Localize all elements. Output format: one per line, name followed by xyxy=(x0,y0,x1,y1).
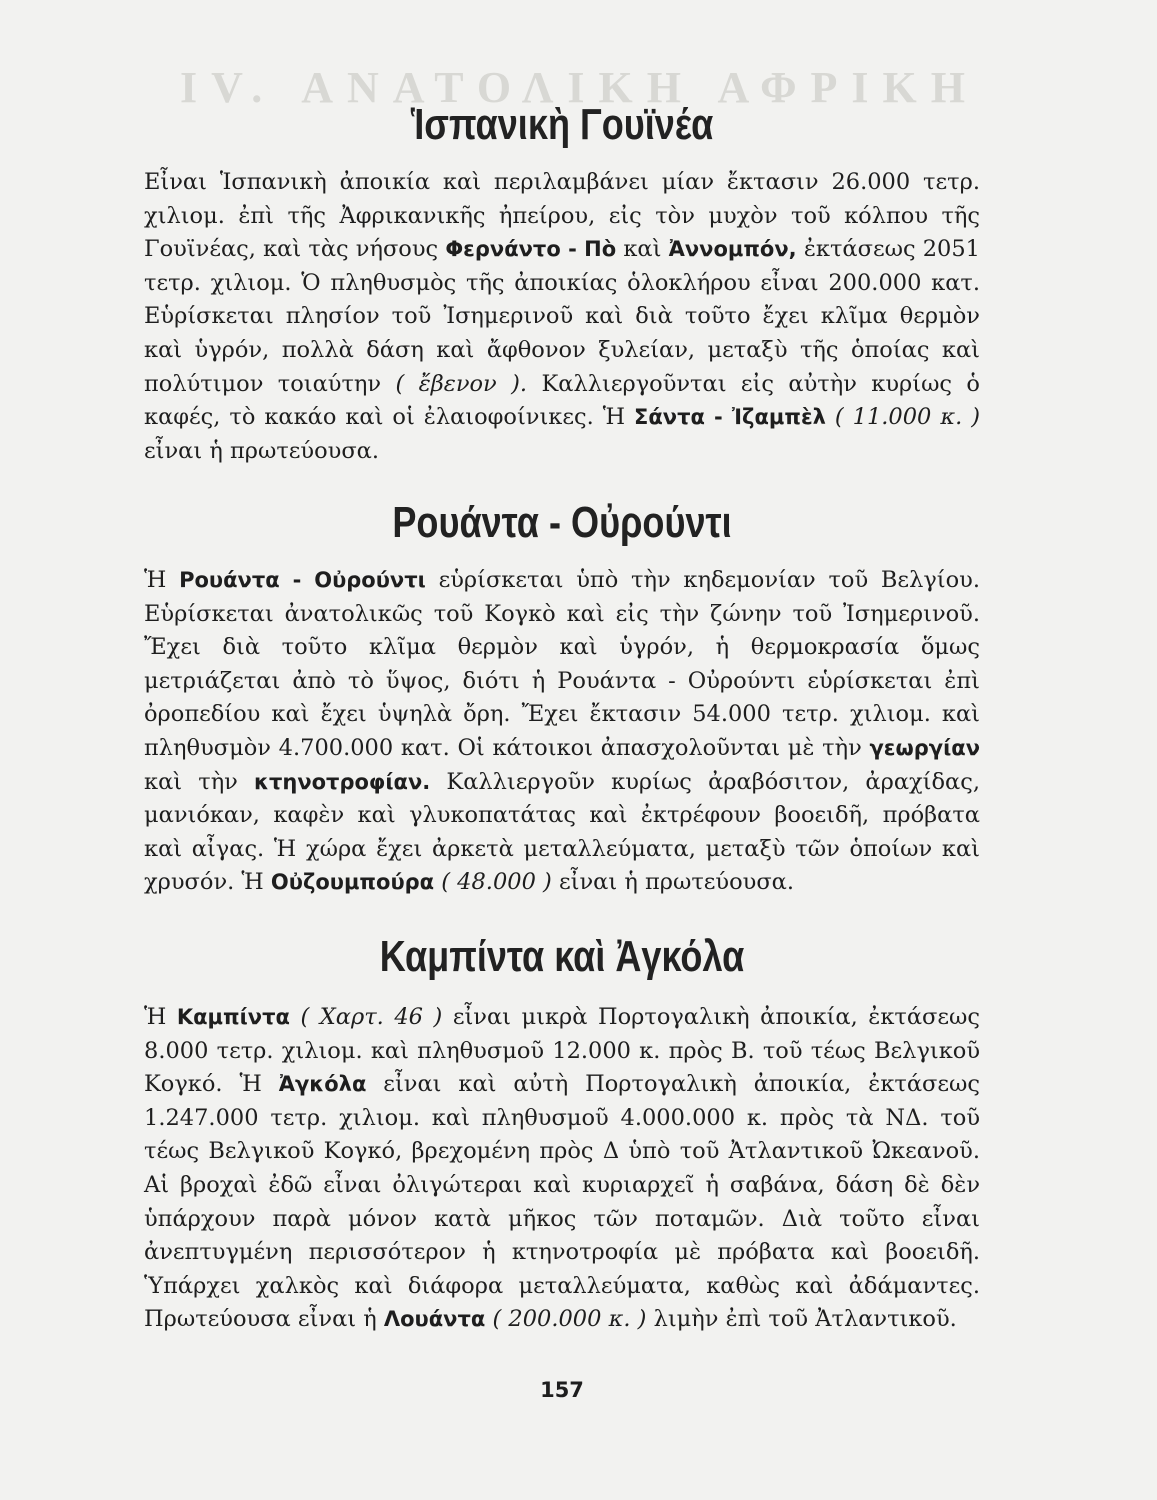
bleed-through-heading: IV. ΑΝΑΤΟΛΙΚΗ ΑΦΡΙΚΗ xyxy=(180,63,979,112)
bold-capital-name: Λουάντα xyxy=(383,1307,486,1332)
text-run: ἐκτάσεως 2051 τετρ. χιλιομ. Ὁ πληθυσμὸς τῆς ἀποικίας ὁλοκλήρου εἶναι 200.000 κατ. Εὑρίσκεται πλησίον τοῦ Ἰσημερινοῦ καὶ διὰ τοῦτο ἔχει κλῖμα θερμὸν καὶ ὑγρόν, πολλὰ δάση καὶ ἄφθονον ξυλείαν, μεταξὺ τῆς ὁποίας καὶ πολύτιμον τοιαύτην xyxy=(144,236,980,397)
text-run: Καλλιεργοῦν κυρίως ἀραβόσιτον, ἀραχίδας, μανιόκαν, καφὲν καὶ γλυκοπατάτας καὶ ἐκτρέφουν βοοειδῆ, πρόβατα καὶ αἶγας. Ἡ χώρα ἔχει ἀρκετὰ μεταλλεύματα, μεταξὺ τῶν ὁποίων καὶ χρυσόν. Ἡ xyxy=(144,768,980,896)
text-run: εἶναι μικρὰ Πορτογαλικὴ ἀποικία, ἐκτάσεως 8.000 τετρ. χιλιομ. καὶ πληθυσμοῦ 12.000 κ. πρὸς Β. τοῦ τέως Βελγικοῦ Κογκό. Ἡ xyxy=(144,1004,981,1098)
bold-place-name: Ἀγκόλα xyxy=(278,1072,367,1097)
text-run xyxy=(826,404,835,430)
bold-place-name: Φερνάντο - Πὸ xyxy=(445,237,617,262)
bold-place-name: Ἀννομπόν, xyxy=(668,237,797,262)
text-run: εὑρίσκεται ὑπὸ τὴν κηδεμονίαν τοῦ Βελγίου. Εὑρίσκεται ἀνατολικῶς τοῦ Κογκὸ καὶ εἰς τὴν ζώνην τοῦ Ἰσημερινοῦ. Ἔχει διὰ τοῦτο κλῖμα θερμὸν καὶ ὑγρόν, ἡ θερμοκρασία ὅμως μετριάζεται ἀπὸ τὸ ὕψος, διότι ἡ Ρουάντα - Οὐρούντι εὑρίσκεται ἐπὶ ὀροπεδίου καὶ ἔχει ὑψηλὰ ὄρη. Ἔχει ἔκτασιν 54.000 τετρ. χιλιομ. καὶ πληθυσμὸν 4.700.000 κατ. Οἱ κάτοικοι ἀπασχολοῦνται μὲ τὴν xyxy=(144,567,980,761)
bold-keyword: γεωργίαν xyxy=(869,735,980,760)
section-title-spanish-guinea: Ἱσπανικὴ Γουϊνέα xyxy=(410,100,714,149)
italic-population: ( 200.000 κ. ) xyxy=(492,1306,647,1333)
section-body-cabinda-angola xyxy=(144,1001,980,1337)
text-run: Ἡ xyxy=(144,567,180,593)
italic-note: ( ἔβενον ). xyxy=(395,370,528,397)
text-run: λιμὴν ἐπὶ τοῦ Ἀτλαντικοῦ. xyxy=(646,1306,957,1333)
text-run: καὶ τὴν xyxy=(144,768,255,795)
section-title-cabinda-angola: Καμπίντα καὶ Ἀγκόλα xyxy=(379,932,745,981)
section-body-rwanda-urundi xyxy=(144,564,980,900)
bold-place-name: Καμπίντα xyxy=(176,1005,290,1029)
text-run: εἶναι καὶ αὐτὴ Πορτογαλικὴ ἀποικία, ἐκτάσεως 1.247.000 τετρ. χιλιομ. καὶ πληθυσμοῦ 4.000.000 κ. πρὸς τὰ ΝΔ. τοῦ τέως Βελγικοῦ Κογκό, βρεχομένη πρὸς Δ ὑπὸ τοῦ Ἀτλαντικοῦ Ὠκεανοῦ. Αἱ βροχαὶ ἐδῶ εἶναι ὀλιγώτεραι καὶ κυριαρχεῖ ἡ σαβάνα, δάση δὲ δὲν ὑπάρχουν παρὰ μόνον κατὰ μῆκος τῶν ποταμῶν. Διὰ τοῦτο εἶναι ἀνεπτυγμένη περισσότερον ἡ κτηνοτροφία μὲ πρόβατα καὶ βοοειδῆ. Ὑπάρχει χαλκὸς καὶ διάφορα μεταλλεύματα, καθὼς καὶ ἀδάμαντες. Πρωτεύουσα εἶναι ἡ xyxy=(144,1071,980,1333)
italic-population: ( 48.000 ) xyxy=(441,869,552,896)
page-number: 157 xyxy=(540,1378,584,1402)
bold-place-name: Ρουάντα - Οὐρούντι xyxy=(179,568,426,592)
bold-capital-name: Σάντα - Ἰζαμπὲλ xyxy=(634,405,826,430)
text-run: εἶναι ἡ πρωτεύουσα. xyxy=(551,869,795,896)
italic-map-reference: ( Χαρτ. 46 ) xyxy=(300,1004,443,1030)
text-run: εἶναι ἡ πρωτεύουσα. xyxy=(144,437,380,464)
text-run xyxy=(290,1004,301,1030)
bold-keyword: κτηνοτροφίαν. xyxy=(254,769,431,794)
section-body-spanish-guinea xyxy=(144,166,980,468)
italic-population: ( 11.000 κ. ) xyxy=(834,404,980,431)
text-run: Ἡ xyxy=(144,1004,177,1030)
text-run: Εἶναι Ἱσπανικὴ ἀποικία καὶ περιλαμβάνει μίαν ἔκτασιν 26.000 τετρ. χιλιομ. ἐπὶ τῆς Ἀφρικανικῆς ἠπείρου, εἰς τὸν μυχὸν τοῦ κόλπου τῆς Γουϊνέας, καὶ τὰς νήσους xyxy=(144,169,980,263)
text-run: καὶ xyxy=(616,236,669,263)
bold-capital-name: Οὐζουμπούρα xyxy=(270,870,435,895)
text-run: Καλλιεργοῦνται εἰς αὐτὴν κυρίως ὁ καφές, τὸ κακάο καὶ οἱ ἐλαιοφοίνικες. Ἡ xyxy=(144,370,980,431)
section-title-rwanda-urundi: Ρουάντα - Οὐρούντι xyxy=(392,498,732,547)
